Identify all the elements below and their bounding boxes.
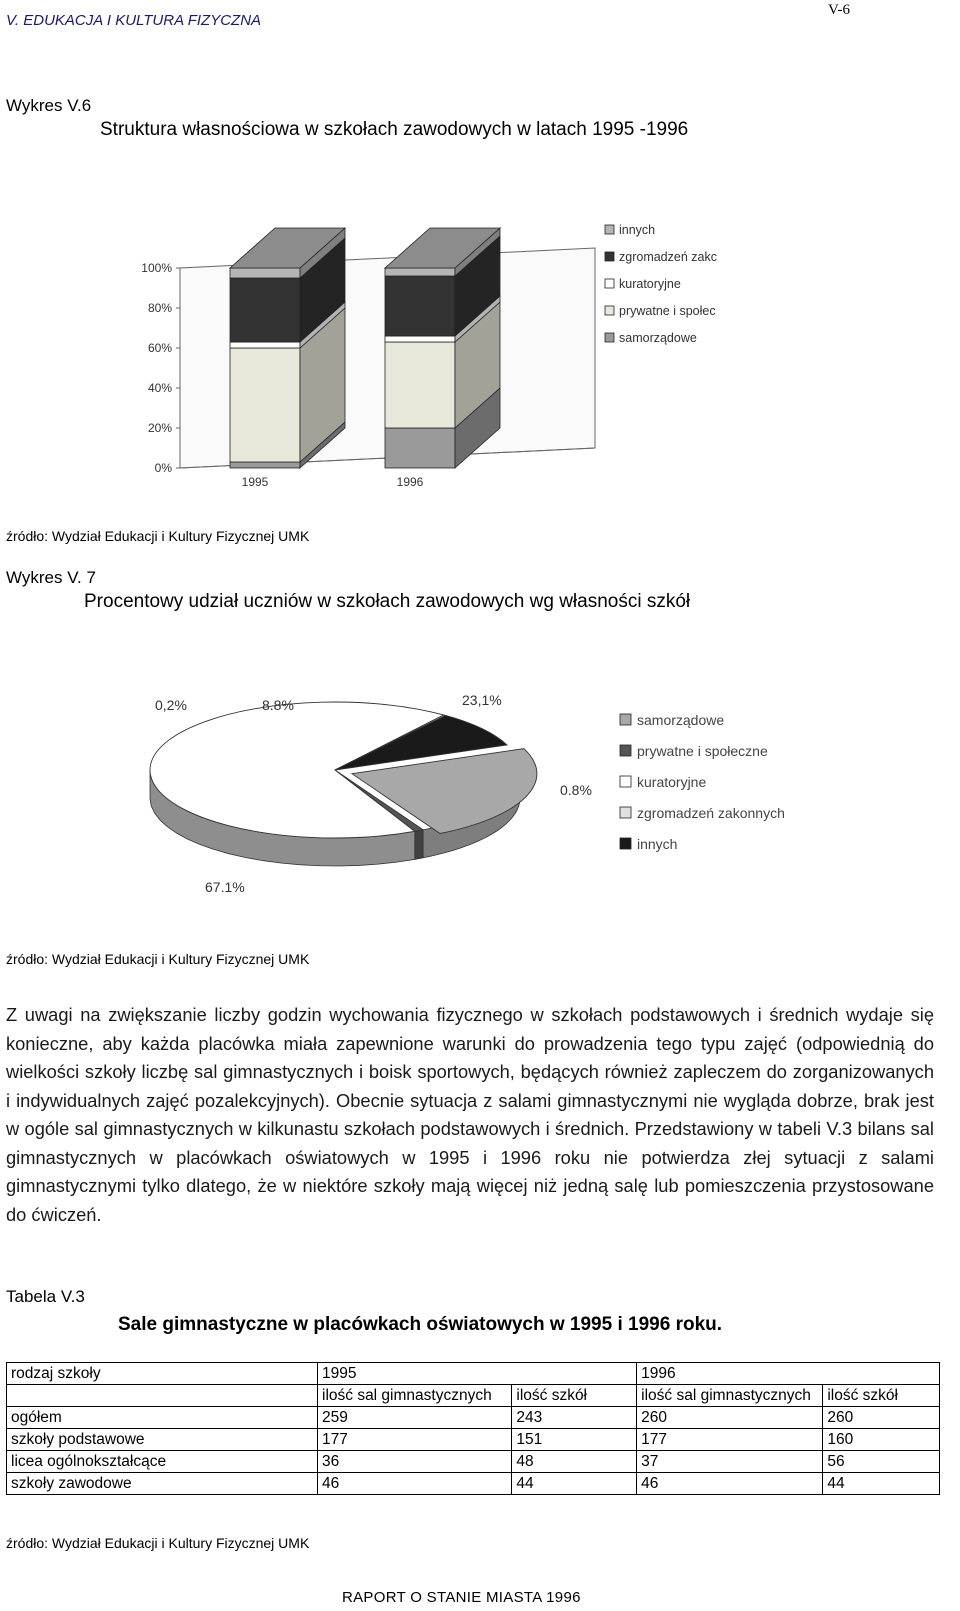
figure1-title: Struktura własnościowa w szkołach zawodowych w latach 1995 -1996 xyxy=(100,119,689,140)
subhead-halls-1995: ilość sal gimnastycznych xyxy=(318,1385,512,1407)
y-tick-label: 0% xyxy=(154,461,172,475)
legend-swatch xyxy=(620,714,631,725)
cell-value: 151 xyxy=(512,1429,637,1451)
legend-label: prywatne i społec xyxy=(619,304,716,318)
cell-value: 260 xyxy=(637,1407,823,1429)
legend-swatch xyxy=(605,333,614,342)
cell-value: 37 xyxy=(637,1451,823,1473)
legend-label: zgromadzeń zakonnych xyxy=(637,805,785,821)
legend-label: prywatne i społeczne xyxy=(637,743,768,759)
table-title: Sale gimnastyczne w placówkach oświatowych w 1995 i 1996 roku. xyxy=(118,1314,723,1335)
figure2-pie-chart xyxy=(0,670,900,920)
legend-label: innych xyxy=(637,836,678,852)
y-tick-label: 100% xyxy=(141,261,172,275)
figure1-source: źródło: Wydział Edukacji i Kultury Fizycznej UMK xyxy=(6,528,310,544)
legend-swatch xyxy=(620,838,631,849)
cell-value: 177 xyxy=(637,1429,823,1451)
subhead-empty xyxy=(7,1385,318,1407)
body-paragraph: Z uwagi na zwiększanie liczby godzin wychowania fizycznego w szkołach podstawowych i średnich wydaje się konieczne, aby każda placówka miała zapewnione warunki do prowadzenia tego typu zajęć (odpowiednią do wielkości szkoły liczbę sal gimnastycznych i boisk sportowych, będących również zapleczem do zorganizowanych i indywidualnych zajęć pozalekcyjnych). Obecnie sytuacja z salami gimnastycznymi nie wygląda dobrze, brak jest w ogóle sal gimnastycznych w kilkunastu szkołach podstawowych i średnich. Przedstawiony w tabeli V.3 bilans sal gimnastycznych w placówkach oświatowych w 1995 i 1996 roku nie potwierdza złej sytuacji z salami gimnastycznymi tylko dlatego, że w niektóre szkoły mają więcej niż jedną salę lub pomieszczenia przystosowane do ćwiczeń. xyxy=(6,1004,934,1225)
section-header: V. EDUKACJA I KULTURA FIZYCZNA xyxy=(6,12,262,29)
table-source: źródło: Wydział Edukacji i Kultury Fizycznej UMK xyxy=(6,1535,310,1551)
legend-swatch xyxy=(620,745,631,756)
pie-slice-label: 8.8% xyxy=(262,697,294,713)
cell-value: 48 xyxy=(512,1451,637,1473)
pie-slice-side xyxy=(415,830,423,860)
bar-segment xyxy=(385,428,455,468)
bar-segment xyxy=(230,268,300,278)
row-label: szkoły zawodowe xyxy=(7,1473,318,1495)
bar-segment xyxy=(385,342,455,428)
row-label: ogółem xyxy=(7,1407,318,1429)
legend-swatch xyxy=(605,252,614,261)
pie-slice-label: 23,1% xyxy=(462,692,502,708)
table-head-row xyxy=(7,1363,940,1385)
row-label: szkoły podstawowe xyxy=(7,1429,318,1451)
legend-swatch xyxy=(605,279,614,288)
bar-segment xyxy=(385,276,455,336)
pie-slice-label: 67.1% xyxy=(205,879,245,895)
cell-value: 46 xyxy=(318,1473,512,1495)
table-row xyxy=(7,1473,940,1495)
bar-segment xyxy=(230,462,300,468)
legend-label: samorządowe xyxy=(619,331,697,345)
table-subhead-row xyxy=(7,1385,940,1407)
figure2-title: Procentowy udział uczniów w szkołach zawodowych wg własności szkół xyxy=(84,591,691,612)
y-tick-label: 40% xyxy=(147,381,172,395)
legend-swatch xyxy=(605,306,614,315)
legend-swatch xyxy=(605,225,614,234)
cell-value: 243 xyxy=(512,1407,637,1429)
legend-label: samorządowe xyxy=(637,712,725,728)
y-tick-label: 80% xyxy=(147,301,172,315)
pie-slice-label: 0,2% xyxy=(155,697,187,713)
cell-value: 36 xyxy=(318,1451,512,1473)
cell-value: 160 xyxy=(823,1429,940,1451)
subhead-schools-1996: ilość szkół xyxy=(823,1385,940,1407)
subhead-schools-1995: ilość szkół xyxy=(512,1385,637,1407)
cell-value: 260 xyxy=(823,1407,940,1429)
bar-segment xyxy=(230,342,300,348)
header-year-1995: 1995 xyxy=(318,1363,637,1385)
x-category-label: 1996 xyxy=(396,475,424,489)
bar-segment xyxy=(385,268,455,276)
cell-value: 56 xyxy=(823,1451,940,1473)
figure2-source: źródło: Wydział Edukacji i Kultury Fizycznej UMK xyxy=(6,951,310,967)
y-tick-label: 20% xyxy=(147,421,172,435)
table-row xyxy=(7,1407,940,1429)
legend-swatch xyxy=(620,807,631,818)
legend-label: kuratoryjne xyxy=(619,277,681,291)
table-label: Tabela V.3 xyxy=(6,1287,85,1306)
bar-chart-plot xyxy=(141,223,717,489)
y-tick-label: 60% xyxy=(147,341,172,355)
page-footer: RAPORT O STANIE MIASTA 1996 xyxy=(342,1589,581,1606)
x-category-label: 1995 xyxy=(241,475,269,489)
figure2-label: Wykres V. 7 xyxy=(6,568,96,587)
page-number: V-6 xyxy=(828,2,850,18)
subhead-halls-1996: ilość sal gimnastycznych xyxy=(637,1385,823,1407)
legend-label: zgromadzeń zakc xyxy=(619,250,717,264)
cell-value: 177 xyxy=(318,1429,512,1451)
header-school-type: rodzaj szkoły xyxy=(7,1363,318,1385)
cell-value: 259 xyxy=(318,1407,512,1429)
figure1-label: Wykres V.6 xyxy=(6,96,92,115)
pie-slice-label: 0.8% xyxy=(560,782,592,798)
cell-value: 44 xyxy=(823,1473,940,1495)
cell-value: 46 xyxy=(637,1473,823,1495)
figure1-bar-chart xyxy=(0,170,780,510)
gym-halls-table xyxy=(6,1362,940,1495)
header-year-1996: 1996 xyxy=(637,1363,940,1385)
pie-chart-plot xyxy=(150,692,785,895)
legend-swatch xyxy=(620,776,631,787)
table-row xyxy=(7,1451,940,1473)
cell-value: 44 xyxy=(512,1473,637,1495)
legend-label: innych xyxy=(619,223,656,237)
row-label: licea ogólnokształcące xyxy=(7,1451,318,1473)
bar-segment xyxy=(230,348,300,462)
bar-segment xyxy=(230,278,300,342)
legend-label: kuratoryjne xyxy=(637,774,707,790)
bar-segment xyxy=(385,336,455,342)
table-row xyxy=(7,1429,940,1451)
